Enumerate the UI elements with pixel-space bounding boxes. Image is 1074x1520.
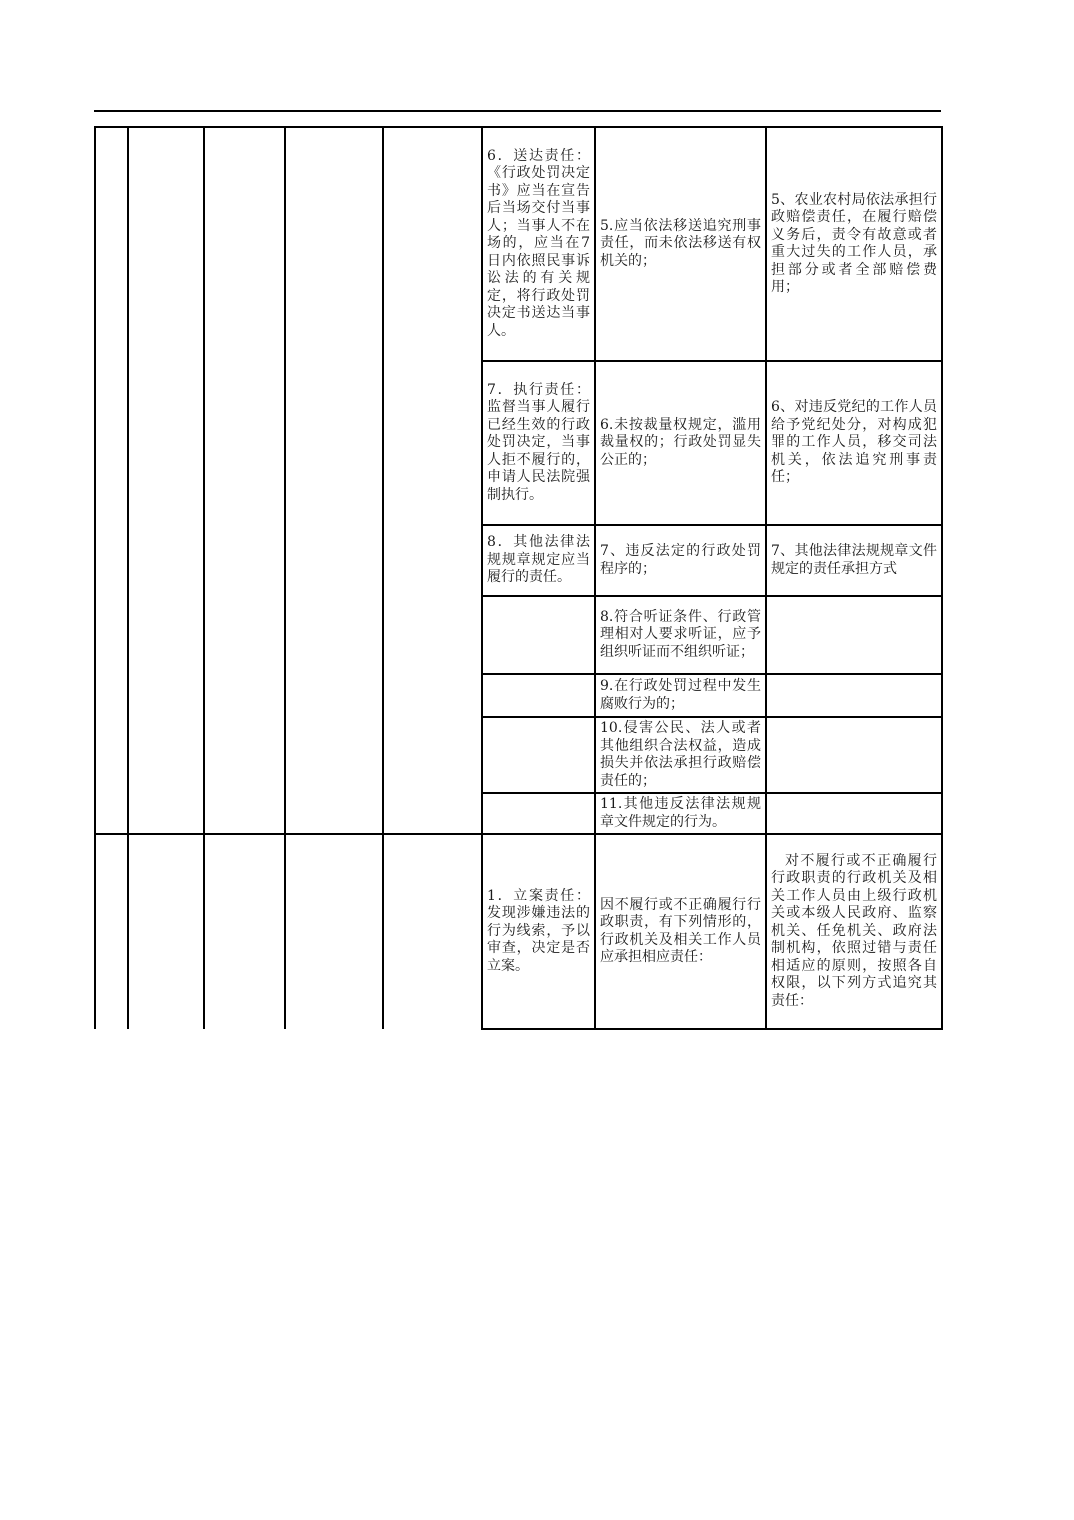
duty-cell: 7．执行责任：监督当事人履行已经生效的行政处罚决定，当事人拒不履行的，申请人民法院强制执行。	[482, 361, 595, 525]
empty-cell	[383, 127, 482, 834]
duty-cell: 8．其他法律法规规章规定应当履行的责任。	[482, 525, 595, 596]
accountability-situation-cell: 10.侵害公民、法人或者其他组织合法权益，造成损失并依法承担行政赔偿责任的；	[595, 717, 766, 793]
accountability-situation-cell: 因不履行或不正确履行行政职责，有下列情形的，行政机关及相关工作人员应承担相应责任：	[595, 834, 766, 1029]
empty-cell	[285, 127, 383, 834]
accountability-situation-cell: 9.在行政处罚过程中发生腐败行为的；	[595, 674, 766, 717]
accountability-situation-cell: 6.未按裁量权规定，滥用裁量权的；行政处罚显失公正的；	[595, 361, 766, 525]
accountability-method-cell: 7、其他法律法规规章文件规定的责任承担方式	[766, 525, 942, 596]
accountability-situation-cell: 11.其他违反法律法规规章文件规定的行为。	[595, 793, 766, 834]
table-row	[95, 834, 942, 1029]
empty-cell	[128, 127, 204, 834]
duty-cell: 1．立案责任：发现涉嫌违法的行为线索，予以审查，决定是否立案。	[482, 834, 595, 1029]
accountability-method-cell	[766, 674, 942, 717]
responsibility-table	[94, 126, 943, 1030]
accountability-method-cell	[766, 596, 942, 674]
duty-cell	[482, 674, 595, 717]
accountability-method-cell	[766, 717, 942, 793]
accountability-method-cell: 对不履行或不正确履行行政职责的行政机关及相关工作人员由上级行政机关或本级人民政府、监察机关、任免机关、政府法制机构，依照过错与责任相适应的原则，按照各自权限，以下列方式追究其责任：	[766, 834, 942, 1029]
duty-cell: 6．送达责任：《行政处罚决定书》应当在宣告后当场交付当事人；当事人不在场的，应当在7日内依照民事诉讼法的有关规定，将行政处罚决定书送达当事人。	[482, 127, 595, 361]
empty-cell	[285, 834, 383, 1029]
empty-cell	[95, 834, 128, 1029]
accountability-method-cell: 5、农业农村局依法承担行政赔偿责任，在履行赔偿义务后，责令有故意或者重大过失的工作人员，承担部分或者全部赔偿费用；	[766, 127, 942, 361]
accountability-situation-cell: 5.应当依法移送追究刑事责任，而未依法移送有权机关的；	[595, 127, 766, 361]
duty-cell	[482, 717, 595, 793]
page-break-table-edge-line	[94, 110, 941, 112]
accountability-method-cell	[766, 793, 942, 834]
duty-cell	[482, 596, 595, 674]
accountability-situation-cell: 8.符合听证条件、行政管理相对人要求听证，应予组织听证而不组织听证；	[595, 596, 766, 674]
duty-cell	[482, 793, 595, 834]
empty-cell	[204, 127, 285, 834]
empty-cell	[204, 834, 285, 1029]
accountability-situation-cell: 7、违反法定的行政处罚程序的；	[595, 525, 766, 596]
empty-cell	[383, 834, 482, 1029]
empty-cell	[128, 834, 204, 1029]
table-row	[95, 127, 942, 361]
accountability-method-cell: 6、对违反党纪的工作人员给予党纪处分，对构成犯罪的工作人员，移交司法机关，依法追究刑事责任；	[766, 361, 942, 525]
empty-cell	[95, 127, 128, 834]
